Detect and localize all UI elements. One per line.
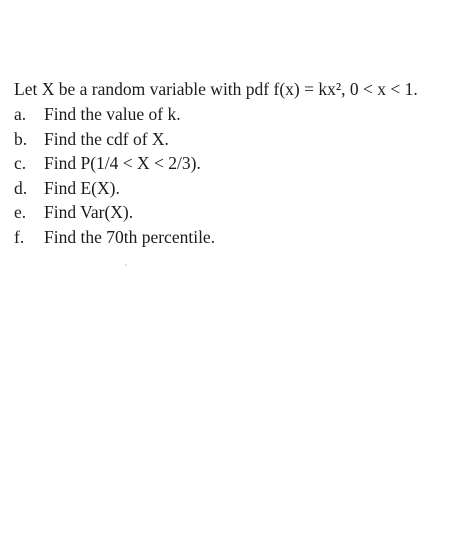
problem-part-f (14, 225, 464, 250)
part-text: Find the cdf of X. (44, 128, 169, 149)
part-text: Find Var(X). (44, 202, 134, 222)
problem-parts-list (14, 102, 464, 249)
problem-part-e (14, 200, 464, 225)
problem-part-d (14, 176, 464, 201)
part-text: Find the 70th percentile. (44, 226, 216, 247)
problem-part-b (14, 127, 464, 152)
problem-block (14, 78, 464, 249)
problem-part-c (14, 151, 464, 176)
part-text: Find the value of k. (44, 104, 181, 124)
part-text: Find P(1/4 < X < 2/3). (44, 153, 201, 173)
part-letter: a. (14, 104, 27, 124)
problem-part-a (14, 102, 464, 127)
part-letter: d. (14, 177, 28, 198)
scan-speck (125, 264, 127, 266)
part-letter: c. (14, 153, 27, 173)
part-text: Find E(X). (44, 177, 120, 198)
problem-stem: Let X be a random variable with pdf f(x) = kx², 0 < x < 1. (14, 79, 418, 99)
part-letter: b. (14, 128, 28, 149)
part-letter: e. (14, 202, 27, 222)
part-letter: f. (14, 226, 25, 247)
